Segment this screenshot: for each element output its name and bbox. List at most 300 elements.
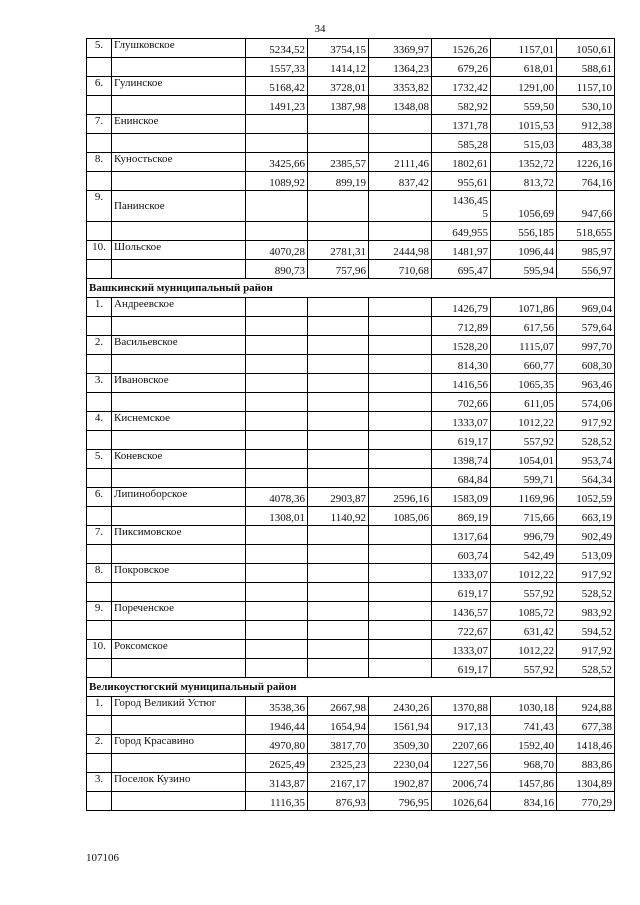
value-cell: 1291,00 — [491, 77, 557, 96]
row-index: 5. — [87, 450, 112, 469]
value-cell: 3353,82 — [369, 77, 432, 96]
value-cell — [246, 191, 308, 222]
value-cell — [308, 621, 369, 640]
row-index: 3. — [87, 374, 112, 393]
row-index: 10. — [87, 640, 112, 659]
empty-cell — [87, 469, 112, 488]
value-cell — [369, 450, 432, 469]
value-cell: 663,19 — [557, 507, 615, 526]
value-cell: 702,66 — [432, 393, 491, 412]
value-cell: 1026,64 — [432, 792, 491, 811]
value-cell: 3425,66 — [246, 153, 308, 172]
value-cell: 528,52 — [557, 659, 615, 678]
value-cell: 712,89 — [432, 317, 491, 336]
value-cell — [246, 621, 308, 640]
value-cell: 796,95 — [369, 792, 432, 811]
value-cell: 1426,79 — [432, 298, 491, 317]
value-cell — [369, 191, 432, 222]
value-cell: 764,16 — [557, 172, 615, 191]
value-cell: 985,97 — [557, 241, 615, 260]
value-cell: 2385,57 — [308, 153, 369, 172]
table-row — [87, 241, 615, 260]
value-cell: 619,17 — [432, 659, 491, 678]
value-cell — [369, 336, 432, 355]
value-cell — [246, 602, 308, 621]
empty-cell — [87, 507, 112, 526]
value-cell: 1227,56 — [432, 754, 491, 773]
value-cell: 1481,97 — [432, 241, 491, 260]
value-cell: 869,19 — [432, 507, 491, 526]
value-cell: 710,68 — [369, 260, 432, 279]
table-row — [87, 134, 615, 153]
value-cell — [246, 134, 308, 153]
value-cell: 2903,87 — [308, 488, 369, 507]
value-cell: 595,94 — [491, 260, 557, 279]
empty-cell — [87, 260, 112, 279]
value-cell: 1557,33 — [246, 58, 308, 77]
row-index: 4. — [87, 412, 112, 431]
value-cell: 1352,72 — [491, 153, 557, 172]
value-cell: 1436,57 — [432, 602, 491, 621]
value-cell — [246, 564, 308, 583]
value-cell — [308, 355, 369, 374]
empty-cell — [87, 222, 112, 241]
settlement-name: Андреевское — [112, 298, 246, 317]
table-row — [87, 191, 615, 222]
value-cell: 603,74 — [432, 545, 491, 564]
value-cell: 579,64 — [557, 317, 615, 336]
value-cell — [369, 431, 432, 450]
value-cell: 528,52 — [557, 431, 615, 450]
table-row — [87, 412, 615, 431]
value-cell: 1457,86 — [491, 773, 557, 792]
settlement-name: Киснемское — [112, 412, 246, 431]
value-cell: 542,49 — [491, 545, 557, 564]
value-cell: 1370,88 — [432, 697, 491, 716]
value-cell: 968,70 — [491, 754, 557, 773]
settlement-name: Енинское — [112, 115, 246, 134]
table-row — [87, 602, 615, 621]
value-cell: 1157,10 — [557, 77, 615, 96]
value-cell: 1348,08 — [369, 96, 432, 115]
settlement-name: Пореченское — [112, 602, 246, 621]
table-row — [87, 450, 615, 469]
value-cell: 890,73 — [246, 260, 308, 279]
value-cell — [308, 336, 369, 355]
value-cell: 2111,46 — [369, 153, 432, 172]
row-index: 7. — [87, 115, 112, 134]
value-cell: 3728,01 — [308, 77, 369, 96]
row-index: 8. — [87, 564, 112, 583]
value-cell — [308, 222, 369, 241]
table-row — [87, 336, 615, 355]
value-cell: 1526,26 — [432, 39, 491, 58]
value-cell: 1140,92 — [308, 507, 369, 526]
value-cell: 530,10 — [557, 96, 615, 115]
table-row — [87, 77, 615, 96]
row-index: 2. — [87, 336, 112, 355]
empty-cell — [112, 58, 246, 77]
value-cell — [369, 317, 432, 336]
value-cell: 947,66 — [557, 191, 615, 222]
value-cell — [246, 583, 308, 602]
value-cell — [308, 431, 369, 450]
settlement-name: Город Красавино — [112, 735, 246, 754]
value-cell — [369, 640, 432, 659]
row-index: 6. — [87, 488, 112, 507]
row-index: 10. — [87, 241, 112, 260]
value-cell — [369, 583, 432, 602]
value-cell: 1226,16 — [557, 153, 615, 172]
value-cell — [246, 355, 308, 374]
value-cell: 557,92 — [491, 659, 557, 678]
row-index: 7. — [87, 526, 112, 545]
value-cell: 883,86 — [557, 754, 615, 773]
row-index: 3. — [87, 773, 112, 792]
value-cell — [246, 298, 308, 317]
settlement-name: Куностьское — [112, 153, 246, 172]
empty-cell — [87, 659, 112, 678]
value-cell: 695,47 — [432, 260, 491, 279]
value-cell: 917,13 — [432, 716, 491, 735]
value-cell — [246, 469, 308, 488]
empty-cell — [87, 393, 112, 412]
value-cell — [308, 374, 369, 393]
value-cell: 1436,45 5 — [432, 191, 491, 222]
value-cell: 902,49 — [557, 526, 615, 545]
value-cell: 814,30 — [432, 355, 491, 374]
value-cell: 1902,87 — [369, 773, 432, 792]
tariff-table — [86, 38, 615, 811]
value-cell: 5168,42 — [246, 77, 308, 96]
table-row — [87, 115, 615, 134]
empty-cell — [112, 222, 246, 241]
value-cell — [246, 450, 308, 469]
value-cell: 2006,74 — [432, 773, 491, 792]
value-cell: 1416,56 — [432, 374, 491, 393]
value-cell: 1583,09 — [432, 488, 491, 507]
value-cell: 876,93 — [308, 792, 369, 811]
value-cell: 2625,49 — [246, 754, 308, 773]
empty-cell — [87, 431, 112, 450]
value-cell: 1012,22 — [491, 640, 557, 659]
value-cell: 741,43 — [491, 716, 557, 735]
table-row — [87, 488, 615, 507]
value-cell — [308, 115, 369, 134]
value-cell: 1414,12 — [308, 58, 369, 77]
value-cell — [369, 374, 432, 393]
value-cell — [308, 583, 369, 602]
table-row — [87, 640, 615, 659]
table-row — [87, 469, 615, 488]
empty-cell — [87, 58, 112, 77]
value-cell: 1071,86 — [491, 298, 557, 317]
settlement-name: Покровское — [112, 564, 246, 583]
value-cell: 953,74 — [557, 450, 615, 469]
value-cell: 3817,70 — [308, 735, 369, 754]
value-cell: 1802,61 — [432, 153, 491, 172]
table-row — [87, 659, 615, 678]
row-index: 1. — [87, 298, 112, 317]
region-title: Великоустюгский муниципальный район — [87, 678, 615, 697]
value-cell: 813,72 — [491, 172, 557, 191]
table-row — [87, 754, 615, 773]
value-cell: 1054,01 — [491, 450, 557, 469]
value-cell: 1015,53 — [491, 115, 557, 134]
value-cell — [369, 134, 432, 153]
empty-cell — [87, 317, 112, 336]
table-body — [87, 39, 615, 811]
value-cell: 4970,80 — [246, 735, 308, 754]
value-cell — [308, 412, 369, 431]
value-cell: 1333,07 — [432, 640, 491, 659]
value-cell: 3538,36 — [246, 697, 308, 716]
table-row — [87, 355, 615, 374]
empty-cell — [112, 134, 246, 153]
row-index: 6. — [87, 77, 112, 96]
value-cell — [246, 412, 308, 431]
value-cell: 4070,28 — [246, 241, 308, 260]
row-index: 2. — [87, 735, 112, 754]
value-cell: 715,66 — [491, 507, 557, 526]
table-row — [87, 526, 615, 545]
table-row — [87, 222, 615, 241]
empty-cell — [112, 393, 246, 412]
table-row — [87, 773, 615, 792]
value-cell: 679,26 — [432, 58, 491, 77]
settlement-name: Гулинское — [112, 77, 246, 96]
table-row — [87, 317, 615, 336]
settlement-name: Коневское — [112, 450, 246, 469]
value-cell: 619,17 — [432, 431, 491, 450]
table-row — [87, 545, 615, 564]
value-cell: 1387,98 — [308, 96, 369, 115]
value-cell — [308, 450, 369, 469]
value-cell — [369, 621, 432, 640]
value-cell: 1157,01 — [491, 39, 557, 58]
value-cell: 1946,44 — [246, 716, 308, 735]
value-cell: 997,70 — [557, 336, 615, 355]
value-cell: 3369,97 — [369, 39, 432, 58]
value-cell — [369, 115, 432, 134]
value-cell: 963,46 — [557, 374, 615, 393]
empty-cell — [87, 621, 112, 640]
empty-cell — [87, 792, 112, 811]
value-cell: 684,84 — [432, 469, 491, 488]
value-cell: 834,16 — [491, 792, 557, 811]
table-row — [87, 374, 615, 393]
value-cell: 996,79 — [491, 526, 557, 545]
value-cell: 2596,16 — [369, 488, 432, 507]
value-cell — [246, 222, 308, 241]
value-cell: 5234,52 — [246, 39, 308, 58]
region-title: Вашкинский муниципальный район — [87, 279, 615, 298]
table-row — [87, 621, 615, 640]
value-cell: 1491,23 — [246, 96, 308, 115]
value-cell: 1654,94 — [308, 716, 369, 735]
value-cell — [246, 336, 308, 355]
table-row — [87, 96, 615, 115]
value-cell — [308, 469, 369, 488]
value-cell — [246, 431, 308, 450]
value-cell — [308, 602, 369, 621]
value-cell: 1056,69 — [491, 191, 557, 222]
value-cell — [246, 374, 308, 393]
value-cell — [308, 298, 369, 317]
empty-cell — [87, 545, 112, 564]
value-cell: 969,04 — [557, 298, 615, 317]
value-cell: 574,06 — [557, 393, 615, 412]
value-cell — [369, 412, 432, 431]
value-cell: 2444,98 — [369, 241, 432, 260]
value-cell: 515,03 — [491, 134, 557, 153]
empty-cell — [112, 545, 246, 564]
empty-cell — [112, 583, 246, 602]
value-cell: 1096,44 — [491, 241, 557, 260]
empty-cell — [87, 355, 112, 374]
value-cell: 556,185 — [491, 222, 557, 241]
value-cell: 1592,40 — [491, 735, 557, 754]
value-cell: 594,52 — [557, 621, 615, 640]
empty-cell — [112, 716, 246, 735]
value-cell: 2230,04 — [369, 754, 432, 773]
table-row — [87, 172, 615, 191]
value-cell: 1317,64 — [432, 526, 491, 545]
value-cell: 722,67 — [432, 621, 491, 640]
value-cell — [308, 640, 369, 659]
value-cell — [308, 526, 369, 545]
value-cell: 1304,89 — [557, 773, 615, 792]
table-row — [87, 260, 615, 279]
value-cell: 528,52 — [557, 583, 615, 602]
value-cell: 899,19 — [308, 172, 369, 191]
row-index: 5. — [87, 39, 112, 58]
value-cell: 582,92 — [432, 96, 491, 115]
value-cell: 2325,23 — [308, 754, 369, 773]
row-index: 9. — [87, 602, 112, 621]
value-cell: 557,92 — [491, 431, 557, 450]
row-index: 9. — [87, 191, 112, 222]
value-cell — [308, 134, 369, 153]
value-cell — [246, 659, 308, 678]
value-cell: 1089,92 — [246, 172, 308, 191]
empty-cell — [112, 659, 246, 678]
value-cell — [369, 298, 432, 317]
value-cell: 1371,78 — [432, 115, 491, 134]
value-cell: 649,955 — [432, 222, 491, 241]
value-cell: 619,17 — [432, 583, 491, 602]
value-cell: 917,92 — [557, 564, 615, 583]
settlement-name: Пиксимовское — [112, 526, 246, 545]
value-cell: 1050,61 — [557, 39, 615, 58]
region-header-row — [87, 279, 615, 298]
empty-cell — [112, 355, 246, 374]
value-cell: 1333,07 — [432, 412, 491, 431]
value-cell: 1116,35 — [246, 792, 308, 811]
value-cell: 924,88 — [557, 697, 615, 716]
value-cell: 1561,94 — [369, 716, 432, 735]
value-cell — [308, 659, 369, 678]
value-cell: 2207,66 — [432, 735, 491, 754]
value-cell: 518,655 — [557, 222, 615, 241]
settlement-name: Ивановское — [112, 374, 246, 393]
value-cell: 513,09 — [557, 545, 615, 564]
value-cell: 618,01 — [491, 58, 557, 77]
value-cell: 1012,22 — [491, 564, 557, 583]
table-row — [87, 583, 615, 602]
value-cell: 912,38 — [557, 115, 615, 134]
value-cell: 1085,06 — [369, 507, 432, 526]
value-cell — [369, 564, 432, 583]
value-cell: 757,96 — [308, 260, 369, 279]
table-row — [87, 393, 615, 412]
value-cell: 3509,30 — [369, 735, 432, 754]
value-cell: 599,71 — [491, 469, 557, 488]
value-cell — [369, 545, 432, 564]
value-cell: 917,92 — [557, 640, 615, 659]
value-cell: 1169,96 — [491, 488, 557, 507]
settlement-name: Город Великий Устюг — [112, 697, 246, 716]
value-cell — [246, 317, 308, 336]
settlement-name: Глушковское — [112, 39, 246, 58]
value-cell: 2167,17 — [308, 773, 369, 792]
empty-cell — [87, 716, 112, 735]
region-header-row — [87, 678, 615, 697]
empty-cell — [112, 260, 246, 279]
table-row — [87, 58, 615, 77]
value-cell — [369, 602, 432, 621]
empty-cell — [87, 172, 112, 191]
value-cell: 2667,98 — [308, 697, 369, 716]
value-cell: 611,05 — [491, 393, 557, 412]
table-row — [87, 697, 615, 716]
settlement-name: Васильевское — [112, 336, 246, 355]
table-row — [87, 716, 615, 735]
value-cell — [369, 393, 432, 412]
value-cell: 983,92 — [557, 602, 615, 621]
value-cell — [369, 222, 432, 241]
value-cell: 588,61 — [557, 58, 615, 77]
value-cell — [246, 115, 308, 134]
value-cell: 1065,35 — [491, 374, 557, 393]
value-cell — [369, 469, 432, 488]
value-cell: 1085,72 — [491, 602, 557, 621]
value-cell — [308, 564, 369, 583]
value-cell — [246, 526, 308, 545]
table-row — [87, 298, 615, 317]
value-cell — [246, 640, 308, 659]
value-cell: 837,42 — [369, 172, 432, 191]
value-cell: 1528,20 — [432, 336, 491, 355]
value-cell: 483,38 — [557, 134, 615, 153]
empty-cell — [112, 96, 246, 115]
document-code: 107106 — [86, 852, 119, 864]
empty-cell — [112, 431, 246, 450]
empty-cell — [112, 172, 246, 191]
empty-cell — [112, 507, 246, 526]
value-cell — [308, 317, 369, 336]
table-row — [87, 507, 615, 526]
settlement-name: Роксомское — [112, 640, 246, 659]
settlement-name: Поселок Кузино — [112, 773, 246, 792]
value-cell: 1418,46 — [557, 735, 615, 754]
row-index: 1. — [87, 697, 112, 716]
row-index: 8. — [87, 153, 112, 172]
empty-cell — [87, 96, 112, 115]
value-cell: 3143,87 — [246, 773, 308, 792]
value-cell — [308, 545, 369, 564]
empty-cell — [112, 754, 246, 773]
